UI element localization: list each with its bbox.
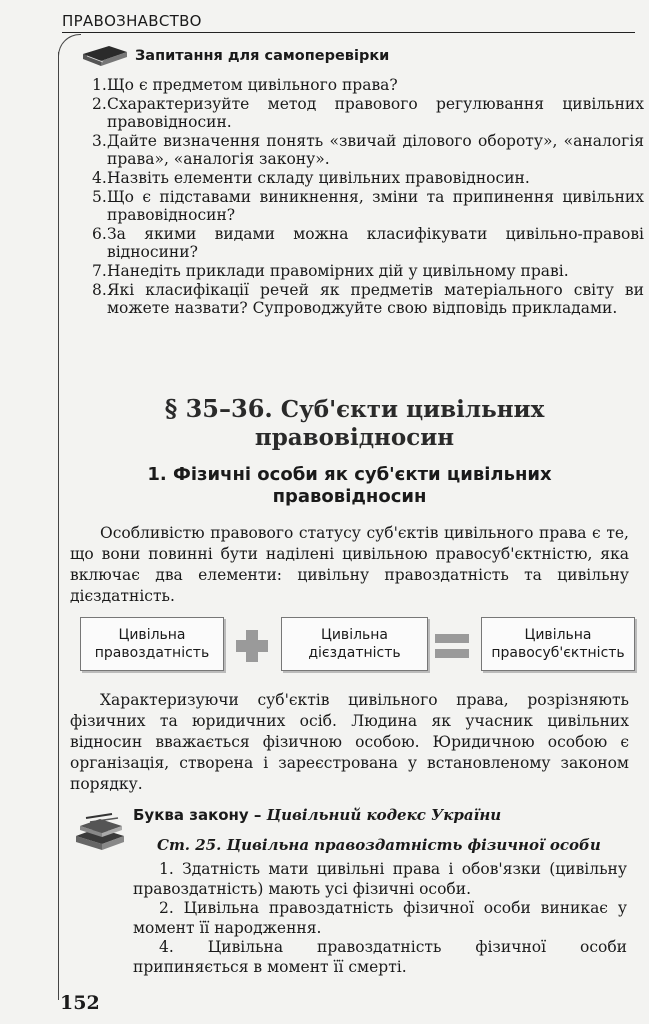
diagram-box-capacity: Цивільна правоздатність bbox=[80, 617, 224, 671]
list-item: 3. Дайте визначення понять «звичай ділового обороту», «аналогія права», «аналогія закону». bbox=[92, 131, 644, 169]
diagram-box-legal-personality: Цивільна правосуб'єктність bbox=[481, 617, 635, 671]
law-point: 1. Здатність мати цивільні права і обов'язки (цивільну правоздатність) мають усі фізичні особи. bbox=[133, 860, 627, 898]
list-item: 7. Нанедіть приклади правомірних дій у цивільному праві. bbox=[92, 261, 569, 280]
law-text bbox=[133, 860, 627, 977]
subsection-title: 1. Фізичні особи як суб'єкти цивільних правовідносин bbox=[147, 464, 552, 507]
running-header: ПРАВОЗНАВСТВО bbox=[62, 12, 635, 33]
paragraph: Характеризуючи суб'єктів цивільного права, розрізняють фізичних та юридичних осіб. Людина як учасник цивільних відносин вважається фізичною особою. Юридичною особою є організація, створена і зареєстрована у встановленому законом порядку. bbox=[70, 691, 629, 793]
law-point: 4. Цивільна правоздатність фізичної особи припиняється в момент її смерті. bbox=[133, 938, 627, 976]
list-item: 2. Схарактеризуйте метод правового регулювання цивільних правовідносин. bbox=[92, 94, 644, 132]
plus-icon bbox=[234, 628, 270, 664]
page-number: 152 bbox=[60, 992, 100, 1014]
list-item: 5. Що є підставами виникнення, зміни та припинення цивільних правовідносин? bbox=[92, 187, 644, 225]
questions-heading: Запитання для самоперевірки bbox=[135, 48, 390, 64]
list-item: 6. За якими видами можна класифікувати цивільно-правові відносини? bbox=[92, 224, 644, 262]
list-item: 1. Що є предметом цивільного права? bbox=[92, 76, 398, 94]
paragraph: Особливістю правового статусу суб'єктів цивільного права є те, що вони повинні бути наділені цивільною правосуб'єктністю, яка включає два елементи: цивільну правоздатність та цивільну дієздатність. bbox=[70, 524, 629, 605]
list-item: 4. Назвіть елементи складу цивільних правовідносин. bbox=[92, 168, 530, 187]
margin-rule bbox=[58, 52, 59, 1000]
margin-curve bbox=[58, 34, 81, 57]
books-icon bbox=[72, 810, 130, 854]
questions-list bbox=[92, 76, 644, 318]
diagram-box-legal-capacity: Цивільна дієздатність bbox=[281, 617, 428, 671]
list-item: 8. Які класифікації речей як предметів матеріального світу ви можете назвати? Супроводжуйте свою відповідь прикладами. bbox=[92, 280, 644, 318]
article-title: Ст. 25. Цивільна правоздатність фізичної особи bbox=[157, 836, 601, 854]
section-title: § 35–36. Суб'єкти цивільних правовідносин bbox=[164, 394, 545, 451]
equals-icon bbox=[433, 630, 471, 662]
law-heading: Буква закону – Цивільний кодекс України bbox=[133, 806, 502, 824]
book-icon bbox=[79, 44, 131, 68]
law-point: 2. Цивільна правоздатність фізичної особи виникає у момент її народження. bbox=[133, 899, 627, 937]
